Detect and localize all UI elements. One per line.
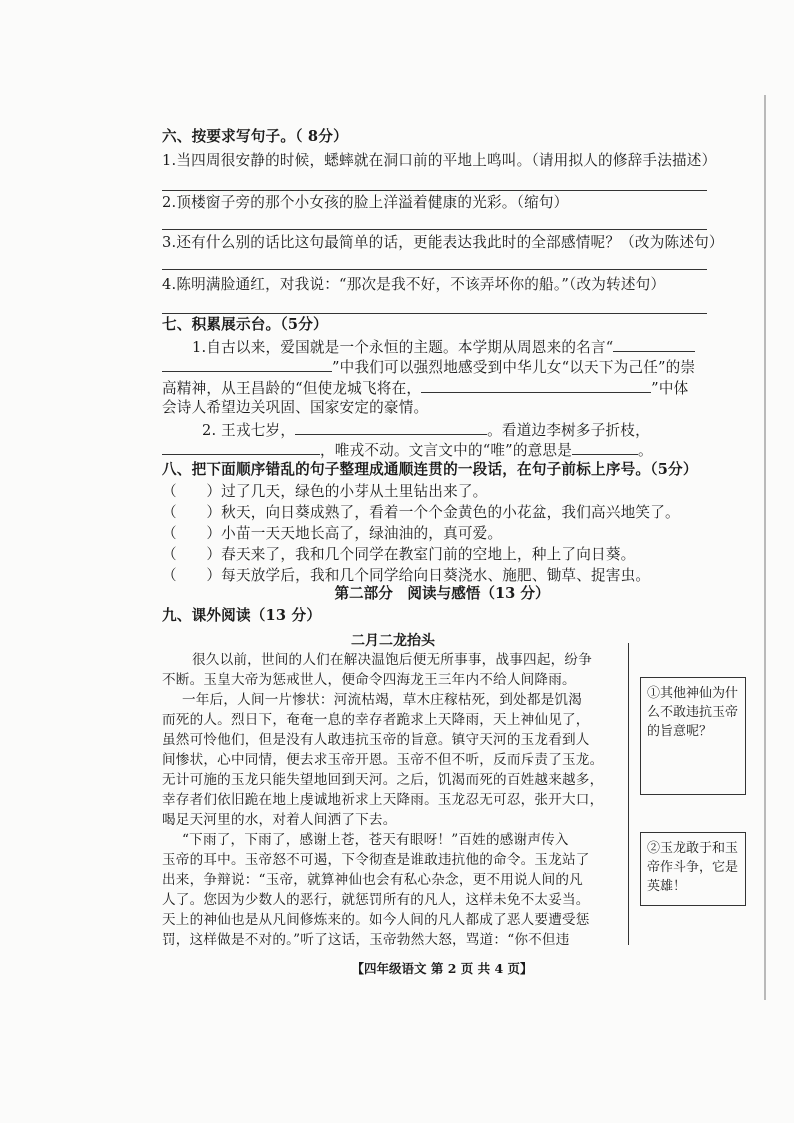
- story-line: 人了。您因为少数人的恶行，就惩罚所有的凡人，这样未免不太妥当。: [162, 892, 590, 908]
- answer-line-q3: [162, 269, 707, 270]
- q1-text-c: 高精神，从王昌龄的“但使龙城飞将在，: [162, 380, 422, 397]
- answer-line-q2: [162, 229, 707, 230]
- q2-text-a: 2. 王戎七岁，: [202, 422, 296, 439]
- blank-wei-meaning[interactable]: [572, 440, 638, 455]
- answer-line-q1: [162, 190, 707, 191]
- blank-wangrong-1[interactable]: [295, 420, 487, 435]
- section6-q2: 2.顶楼窗子旁的那个小女孩的脸上洋溢着健康的光彩。（缩句）: [162, 194, 569, 211]
- blank-zhou-enlai-quote[interactable]: [613, 337, 695, 352]
- section7-q1-d: 会诗人希望边关巩固、国家安定的豪情。: [162, 399, 429, 416]
- story-line: 虽然可怜他们，但是没有人敢违抗玉帝的旨意。镇守天河的玉龙看到人: [162, 732, 590, 748]
- story-line: 罚，这样做是不对的。”听了这话，玉帝勃然大怒，骂道：“你不但违: [162, 932, 570, 948]
- story-line: 一年后，人间一片惨状：河流枯竭，草木庄稼枯死，到处都是饥渴: [182, 692, 583, 708]
- section7-title: 七、积累展示台。（5分）: [162, 316, 328, 333]
- section8-title: 八、把下面顺序错乱的句子整理成通顺连贯的一段话，在句子前标上序号。（5分）: [162, 461, 698, 478]
- page-edge-line: [764, 95, 766, 1000]
- story-line: 玉帝的耳中。玉帝怒不可遏，下令彻查是谁敢违抗他的命令。玉龙站了: [162, 852, 590, 868]
- order-item: （ ）春天来了，我和几个同学在教室门前的空地上，种上了向日葵。: [162, 546, 636, 563]
- section7-q2-a: [202, 420, 650, 441]
- annotation-divider: [628, 643, 629, 945]
- section7-q1-c: [162, 378, 688, 399]
- annotation-note-2: ②玉龙敢于和玉帝作斗争，它是英雄！: [640, 832, 746, 906]
- blank-wangrong-2[interactable]: [162, 440, 320, 455]
- story-line: “下雨了，下雨了，感谢上苍，苍天有眼呀！”百姓的感谢声传入: [182, 832, 569, 848]
- section7-q1-b: [162, 357, 695, 378]
- section7-q1-a: [192, 337, 695, 358]
- story-line: 天上的神仙也是从凡间修炼来的。如今人间的凡人都成了恶人要遭受惩: [162, 912, 590, 928]
- order-item: （ ）秋天，向日葵成熟了，看着一个个金黄色的小花盆，我们高兴地笑了。: [162, 504, 680, 521]
- q2-text-a-end: 。看道边李树多子折枝，: [487, 422, 650, 439]
- q2-text-b: ，唯戎不动。文言文中的“唯”的意思是: [320, 442, 573, 459]
- annotation-note-1: ①其他神仙为什么不敢违抗玉帝的旨意呢？: [640, 677, 746, 795]
- story-line: 很久以前，世间的人们在解决温饱后便无所事事，战事四起，纷争: [192, 652, 593, 668]
- page-footer: 【四年级语文 第 2 页 共 4 页】: [351, 961, 533, 976]
- q1-text-a: 1.自古以来，爱国就是一个永恒的主题。本学期从周恩来的名言“: [192, 339, 614, 356]
- order-item: （ ）小苗一天天地长高了，绿油油的，真可爱。: [162, 525, 503, 542]
- order-item: （ ）过了几天，绿色的小芽从土里钻出来了。: [162, 483, 488, 500]
- story-line: 出来，争辩说：“玉帝，就算神仙也会有私心杂念，更不用说人间的凡: [162, 872, 583, 888]
- story-line: 幸存者们依旧跪在地上虔诚地祈求上天降雨。玉龙忍无可忍，张开大口，: [162, 792, 604, 808]
- section7-q2-b: [162, 440, 653, 461]
- story-title: 二月二龙抬头: [351, 633, 435, 649]
- q2-text-b-end: 。: [638, 442, 653, 459]
- section6-q4: 4.陈明满脸通红，对我说：“那次是我不好，不该弄坏你的船。”（改为转述句）: [162, 276, 666, 293]
- story-line: 无计可施的玉龙只能失望地回到天河。之后，饥渴而死的百姓越来越多，: [162, 772, 604, 788]
- section6-q3: 3.还有什么别的话比这句最简单的话，更能表达我此时的全部感情呢？（改为陈述句）: [162, 234, 724, 251]
- blank-zhou-enlai-quote-cont[interactable]: [162, 357, 332, 372]
- section9-title: 九、课外阅读（13 分）: [162, 607, 322, 624]
- part2-title: 第二部分 阅读与感悟（13 分）: [334, 585, 550, 602]
- answer-line-q4: [162, 313, 707, 314]
- story-line: 而死的人。烈日下，奄奄一息的幸存者跪求上天降雨，天上神仙见了，: [162, 712, 590, 728]
- section6-title: 六、按要求写句子。（ 8分）: [162, 128, 348, 145]
- story-line: 不断。玉皇大帝为惩戒世人，便命令四海龙王三年内不给人间降雨。: [162, 672, 576, 688]
- q1-text-b: ”中我们可以强烈地感受到中华儿女“以天下为己任”的崇: [332, 359, 696, 376]
- q1-text-c-end: ”中体: [651, 380, 689, 397]
- story-line: 间惨状，心中同情，便去求玉帝开恩。玉帝不但不听，反而斥责了玉龙。: [162, 752, 604, 768]
- order-item: （ ）每天放学后，我和几个同学给向日葵浇水、施肥、锄草、捉害虫。: [162, 567, 651, 584]
- blank-wang-changling-line[interactable]: [421, 378, 651, 393]
- story-line: 喝足天河里的水，对着人间洒了下去。: [162, 812, 397, 828]
- section6-q1: 1.当四周很安静的时候，蟋蟀就在洞口前的平地上鸣叫。（请用拟人的修辞手法描述）: [162, 152, 717, 169]
